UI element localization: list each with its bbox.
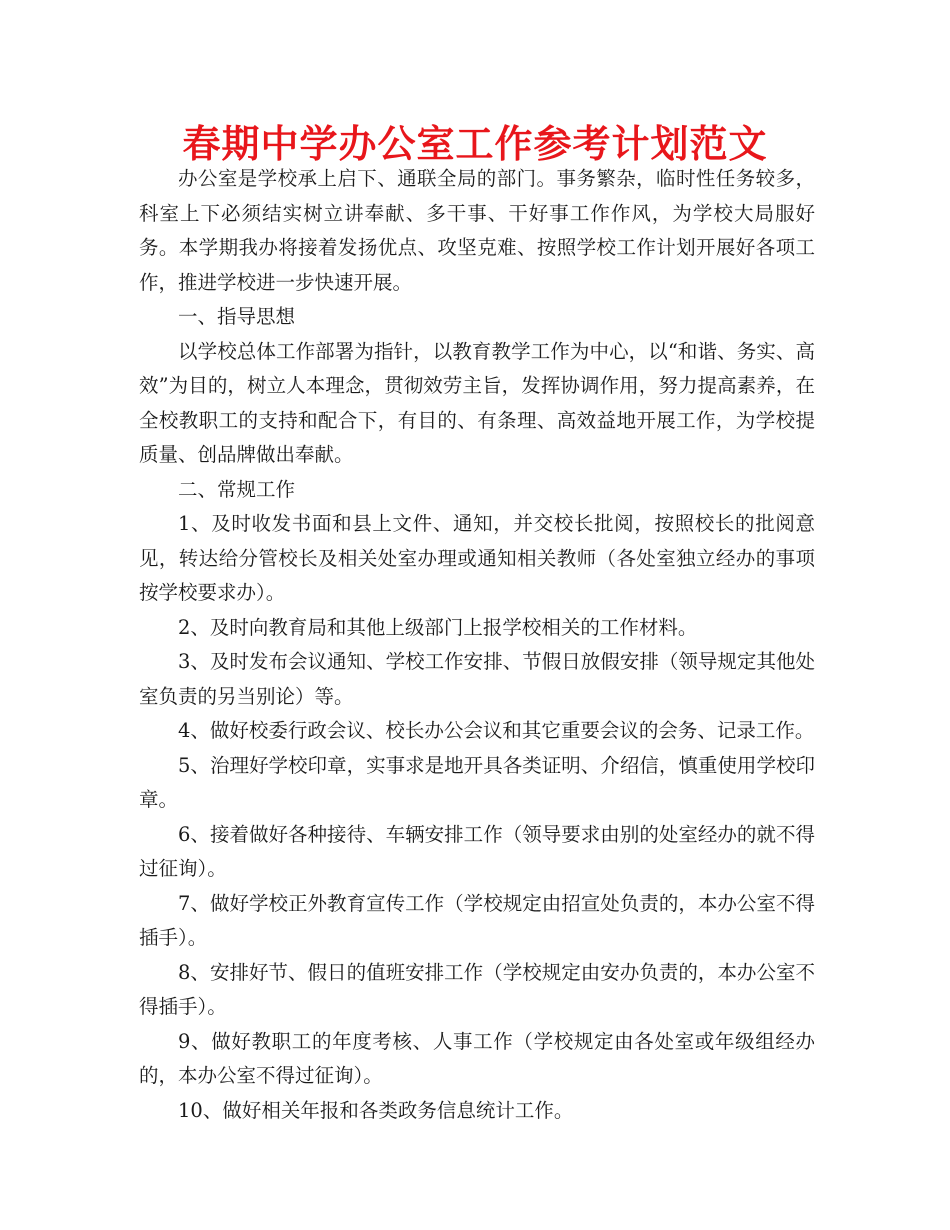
section-heading-routine-work: 二、常规工作	[178, 477, 296, 501]
routine-item: 6、接着做好各种接待、车辆安排工作（领导要求由别的处室经办的就不得过征询）。	[139, 822, 815, 880]
routine-item: 3、及时发布会议通知、学校工作安排、节假日放假安排（领导规定其他处室负责的另当别论）等。	[139, 650, 815, 708]
guiding-thought-paragraph: 以学校总体工作部署为指针，以教育教学工作为中心，以“和谐、务实、高效”为目的，树立人本理念，贯彻效劳主旨，发挥协调作用，努力提高素养，在全校教职工的支持和配合下，有目的、有条理、高效益地开展工作，为学校提质量、创品牌做出奉献。	[139, 339, 815, 466]
document-title: 春期中学办公室工作参考计划范文	[182, 122, 768, 166]
routine-item: 10、做好相关年报和各类政务信息统计工作。	[178, 1098, 574, 1122]
routine-item: 8、安排好节、假日的值班安排工作（学校规定由安办负责的，本办公室不得插手）。	[139, 960, 815, 1018]
intro-paragraph: 办公室是学校承上启下、通联全局的部门。事务繁杂，临时性任务较多，科室上下必须结实树立讲奉献、多干事、干好事工作作风，为学校大局服好务。本学期我办将接着发扬优点、攻坚克难、按照学校工作计划开展好各项工作，推进学校进一步快速开展。	[139, 167, 815, 294]
routine-item: 4、做好校委行政会议、校长办公会议和其它重要会议的会务、记录工作。	[178, 719, 815, 742]
section-heading-guiding-thought: 一、指导思想	[178, 305, 296, 328]
routine-item: 5、治理好学校印章，实事求是地开具各类证明、介绍信，慎重使用学校印章。	[139, 753, 815, 811]
routine-item: 9、做好教职工的年度考核、人事工作（学校规定由各处室或年级组经办的，本办公室不得过征询）。	[139, 1029, 815, 1087]
routine-item: 2、及时向教育局和其他上级部门上报学校相关的工作材料。	[178, 615, 698, 639]
routine-item: 1、及时收发书面和县上文件、通知，并交校长批阅，按照校长的批阅意见，转达给分管校长及相关处室办理或通知相关教师（各处室独立经办的事项按学校要求办）。	[139, 512, 815, 604]
document-body	[139, 162, 815, 1128]
routine-item: 7、做好学校正外教育宣传工作（学校规定由招宣处负责的，本办公室不得插手）。	[139, 891, 815, 949]
